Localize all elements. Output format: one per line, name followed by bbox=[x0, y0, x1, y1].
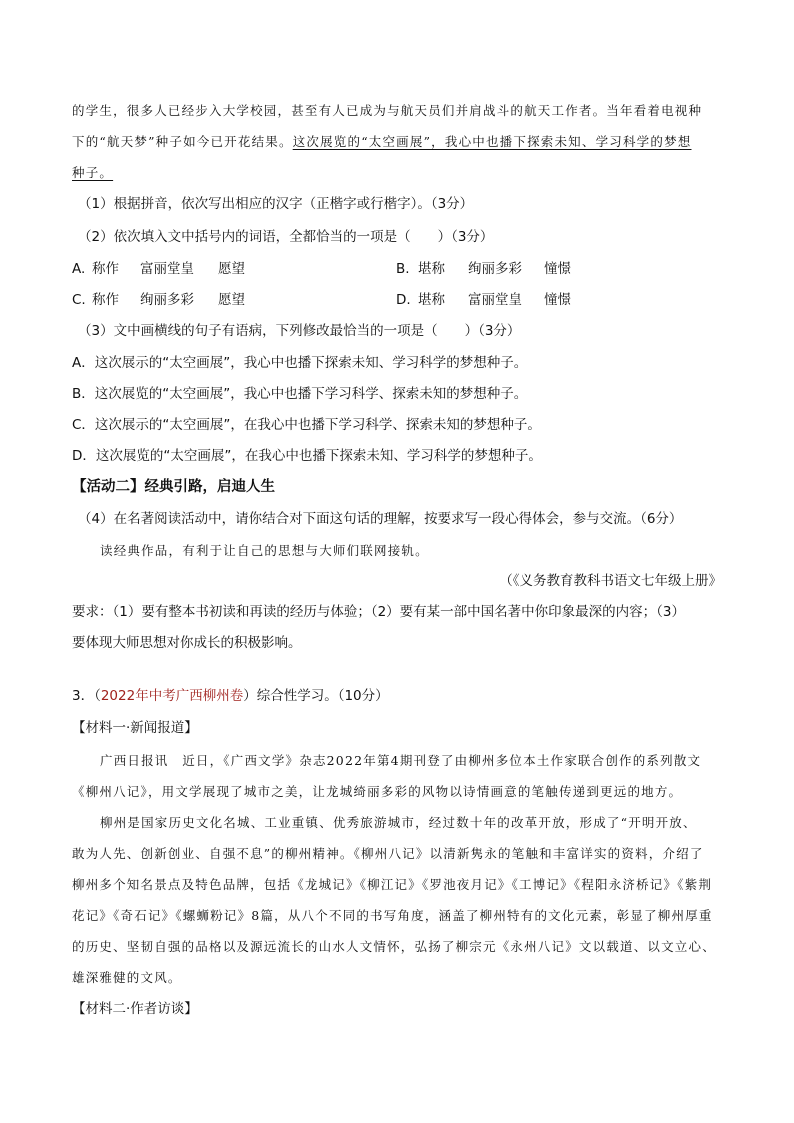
q3-option-d: D．这次展览的“太空画展”，在我心中也播下探索未知、学习科学的梦想种子。 bbox=[72, 448, 542, 464]
q2-option-b bbox=[396, 259, 571, 279]
intro-underlined-end: 种子。 bbox=[72, 165, 114, 180]
intro-underlined-sentence: 这次展览的“太空画展”，我心中也播下探索未知、学习科学的梦想 bbox=[292, 134, 692, 149]
question-1: （1）根据拼音，依次写出相应的汉字（正楷字或行楷字）。（3分） bbox=[78, 196, 474, 212]
question-4: （4）在名著阅读活动中，请你结合对下面这句话的理解，按要求写一段心得体会，参与交流。（6分） bbox=[78, 511, 683, 527]
main-question-3 bbox=[72, 686, 722, 706]
option-word-3: 愿望 bbox=[218, 292, 245, 308]
intro-line-2-plain: 下的“航天梦”种子如今已开花结果。 bbox=[72, 134, 293, 149]
material-1-p2-line-3: 柳州多个知名景点及特色品牌，包括《龙城记》《柳江记》《罗池夜月记》《工博记》《程阳永济桥记》《紫荆 bbox=[72, 877, 713, 892]
question-2-stem: （2）依次填入文中括号内的词语，全都恰当的一项是（ ）（3分） bbox=[78, 229, 494, 245]
quote-source: （《义务教育教科书语文七年级上册》 bbox=[499, 573, 722, 589]
q2-option-d bbox=[396, 290, 571, 310]
material-1-p1-line-2: 《柳州八记》，用文学展现了城市之美，让龙城绮丽多彩的风物以诗情画意的笔触传递到更远的地方。 bbox=[72, 784, 683, 799]
intro-line-1: 的学生，很多人已经步入大学校园，甚至有人已成为与航天员们并肩战斗的航天工作者。当年看着电视种 bbox=[72, 103, 703, 118]
option-word-2: 富丽堂皇 bbox=[468, 292, 522, 308]
option-word-3: 愿望 bbox=[218, 261, 245, 277]
material-1-p2-line-2: 敢为人先、创新创业、自强不息”的柳州精神。《柳州八记》以清新隽永的笔触和丰富详实的资料，介绍了 bbox=[72, 846, 704, 861]
q3-option-b: B．这次展览的“太空画展”，我心中也播下学习科学、探索未知的梦想种子。 bbox=[72, 386, 528, 402]
material-1-p2-line-5: 的历史、坚韧自强的品格以及源远流长的山水人文情怀，弘扬了柳宗元《永州八记》文以载道、以文立心、 bbox=[72, 939, 716, 954]
option-word-3: 憧憬 bbox=[544, 261, 571, 277]
q3-option-a: A．这次展示的“太空画展”，我心中也播下探索未知、学习科学的梦想种子。 bbox=[72, 355, 528, 371]
option-word-2: 绚丽多彩 bbox=[140, 292, 194, 308]
option-word-1: 堪称 bbox=[418, 261, 445, 277]
q3-option-c: C．这次展示的“太空画展”，在我心中也播下学习科学、探索未知的梦想种子。 bbox=[72, 417, 541, 433]
activity-2-heading: 【活动二】经典引路，启迪人生 bbox=[72, 479, 275, 495]
question-source-link[interactable]: 2022年中考广西柳州卷 bbox=[100, 688, 244, 704]
material-2-heading: 【材料二·作者访谈】 bbox=[72, 1001, 198, 1017]
question-3-stem: （3）文中画横线的句子有语病，下列修改最恰当的一项是（ ）（3分） bbox=[78, 323, 521, 339]
requirements-line-1: 要求：（1）要有整本书初读和再读的经历与体验；（2）要有某一部中国名著中你印象最深的内容；（3） bbox=[72, 604, 686, 620]
activity-2-quote: 读经典作品，有利于让自己的思想与大师们联网接轨。 bbox=[100, 543, 429, 558]
question-number: 3．（ bbox=[72, 688, 101, 704]
intro-line-2 bbox=[72, 132, 722, 152]
question-instruction: ）综合性学习。（10分） bbox=[243, 688, 389, 704]
option-word-1: 称作 bbox=[92, 292, 119, 308]
q2-option-a bbox=[72, 259, 245, 279]
option-word-1: 称作 bbox=[92, 261, 119, 277]
option-word-2: 富丽堂皇 bbox=[140, 261, 194, 277]
requirements-line-2: 要体现大师思想对你成长的积极影响。 bbox=[72, 635, 302, 651]
option-letter: C. bbox=[72, 292, 86, 308]
q2-option-c bbox=[72, 290, 245, 310]
material-1-p1-line-1: 广西日报讯 近日，《广西文学》杂志2022年第4期刊登了由柳州多位本土作家联合创作的系列散文 bbox=[100, 753, 702, 768]
material-1-p2-line-6: 雄深雅健的文风。 bbox=[72, 970, 182, 985]
option-word-1: 堪称 bbox=[418, 292, 445, 308]
material-1-p2-line-4: 花记》《奇石记》《螺蛳粉记》8篇，从八个不同的书写角度，涵盖了柳州特有的文化元素，彰显了柳州厚重 bbox=[72, 908, 713, 923]
material-1-p2-line-1: 柳州是国家历史文化名城、工业重镇、优秀旅游城市，经过数十年的改革开放，形成了“开明开放、 bbox=[100, 815, 697, 830]
option-word-3: 憧憬 bbox=[544, 292, 571, 308]
intro-line-3 bbox=[72, 163, 722, 183]
option-letter: B. bbox=[396, 261, 410, 277]
option-letter: D. bbox=[396, 292, 411, 308]
material-1-heading: 【材料一·新闻报道】 bbox=[72, 720, 198, 736]
option-letter: A. bbox=[72, 261, 86, 277]
option-word-2: 绚丽多彩 bbox=[468, 261, 522, 277]
